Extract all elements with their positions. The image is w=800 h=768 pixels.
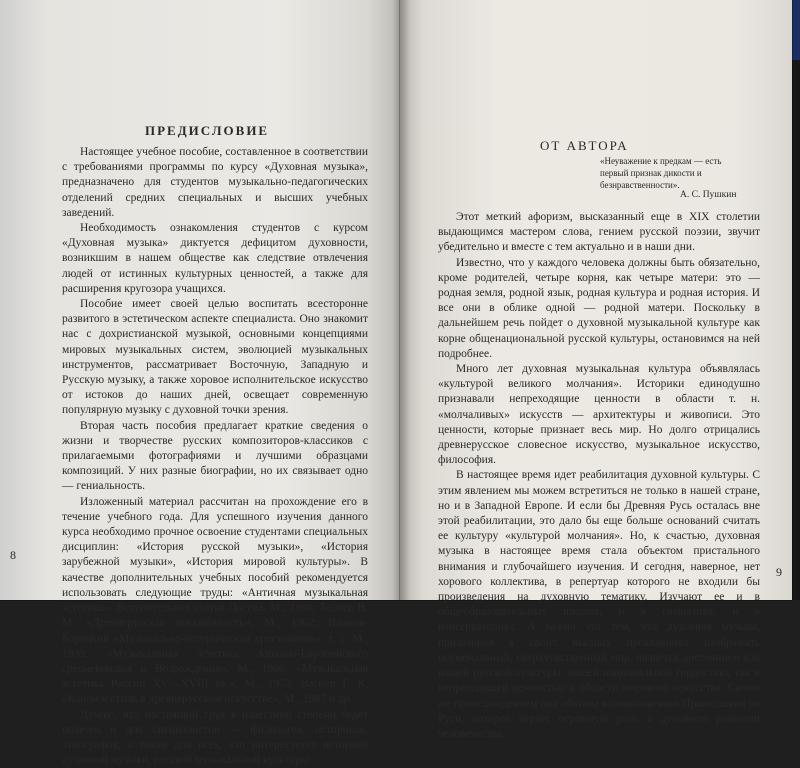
epigraph-author: А. С. Пушкин [680,190,737,200]
book-gutter [392,0,410,600]
right-paragraph-1: Этот меткий афоризм, высказанный еще в XIX столетии выдающимся мастером слова, гением русской поэзии, звучит убедительно и вместе с тем актуально и в наши дни. [438,211,760,254]
right-page-body [438,210,760,742]
right-paragraph-3: Много лет духовная музыкальная культура объявлялась «культурой великого молчания». Историки единодушно признавали непреходящие ценности в области т. н. «молчаливых» искусств — архитектуры и живописи. Это ценности, которые признает весь мир. Но долго отрицались древнерусское словесное искусство, музыкальное искусство, философия. [438,363,760,467]
right-paragraph-4: В настоящее время идет реабилитация духовной культуры. С этим явлением мы можем встретиться не только в нашей стране, но и в Западной Европе. И если бы Древняя Русь осталась вне этой реабилитации, это дало бы еще больше оснований считать ее культуру «культурой молчания». Но, к счастью, духовная музыка в настоящее время стала объектом пристального внимания и глубочайшего изучения. И сегодня, наверное, нет хорового коллектива, в репертуар которого не входили бы произведения на духовную тематику. Изучают ее и в общеобразовательных школах, и в гимназиях, и в консерваториях. А важно это тем, что духовная музыка, призванная в своих высших проявлениях изображать ноуменальный, сверхчувственный мир, является достоянием как нашей русской культуры, нашей национальной гордостью, так и непреходящей ценностью в области мирового искусства. Своим же происхождением она обязана возникновению Православия на Руси, которое играет огромную роль в духовном развитии человечества. [438,469,760,740]
left-paragraph-5: Изложенный материал рассчитан на прохождение его в течение учебного года. Для успешного изучения данного курса необходимо прочное освоение студентами специальных дисциплин: «История русской музыки», «История зарубежной музыки», «История мировой культуры». В качестве дополнительных учебных пособий рекомендуется использовать следующие труды: «Античная музыкальная эстетика». Вступительная статья Лосева. М., 1960; Беляев В. М. «Древнерусская письменность», М., 1962; Иванов-Борецкий «Музыкально-историческая хрестоматия», т. 1, М., 1933; «Музыкальная эстетика Западно-Европейского средневековья и Возрождения», М., 1966; «Музыкальная эстетика России XV—XVIII вв.», М., 1973; Вагнер Г. К. «Канон и стиль в древнерусском искусстве», М., 1987 и др. [62,495,368,706]
left-paragraph-2: Необходимость ознакомления студентов с курсом «Духовная музыка» диктуется дефицитом духовности, возникшим в нашем обществе как следствие отвлечения людей от истинных культурных ценностей, а также для расширения кругозора учащихся. [62,222,368,295]
left-paragraph-4: Вторая часть пособия предлагает краткие сведения о жизни и творчестве русских композиторов-классиков с прилагаемыми фотографиями и лучшими образцами композиций. У них разные биографии, но их связывает одно — гениальность. [62,419,368,493]
right-paragraph-2: Известно, что у каждого человека должны быть обязательно, кроме родителей, четыре корня, как четыре матери: это — родная земля, родной язык, родная культура и родная история. И все они в облике одной — родной матери. Поскольку в дальнейшем речь пойдет о духовной музыкальной культуре как корне общенациональной русской культуры, остановимся на ней подробнее. [438,256,760,360]
left-page-body [62,145,368,768]
right-page-heading: ОТ АВТОРА [540,138,629,153]
left-paragraph-1: Настоящее учебное пособие, составленное в соответствии с требованиями программы по курсу «Духовная музыка», предназначено для студентов музыкально-педагогических отделений средних специальных и высших учебных заведений. [62,146,368,219]
right-page-number: 9 [776,565,782,579]
left-page-heading: ПРЕДИСЛОВИЕ [145,123,270,138]
left-page [0,0,400,767]
left-paragraph-3: Пособие имеет своей целью воспитать всесторонне развитого в эстетическом аспекте специалиста. Оно знакомит нас с дохристианской музыкой, основными концепциями мировых музыкальных систем, эволюцией музыкальных инструментов, рассматривает Восточную, Западную и Русскую музыку, а также хоровое исполнительское искусство от истоков до наших дней, освещает современную популярную музыку с духовной точки зрения. [62,298,368,417]
epigraph-quote: «Неуважение к предкам — есть первый признак дикости и безнравственности». [600,156,722,190]
left-page-number: 8 [10,548,16,562]
left-paragraph-6: Думаю, что настоящий труд в известной степени будет полезен и для специалистов — филологов, историков, этнографов, а также для всех, кто интересуется историей духовной музыки, русской музыкальной культуры. [62,708,368,767]
